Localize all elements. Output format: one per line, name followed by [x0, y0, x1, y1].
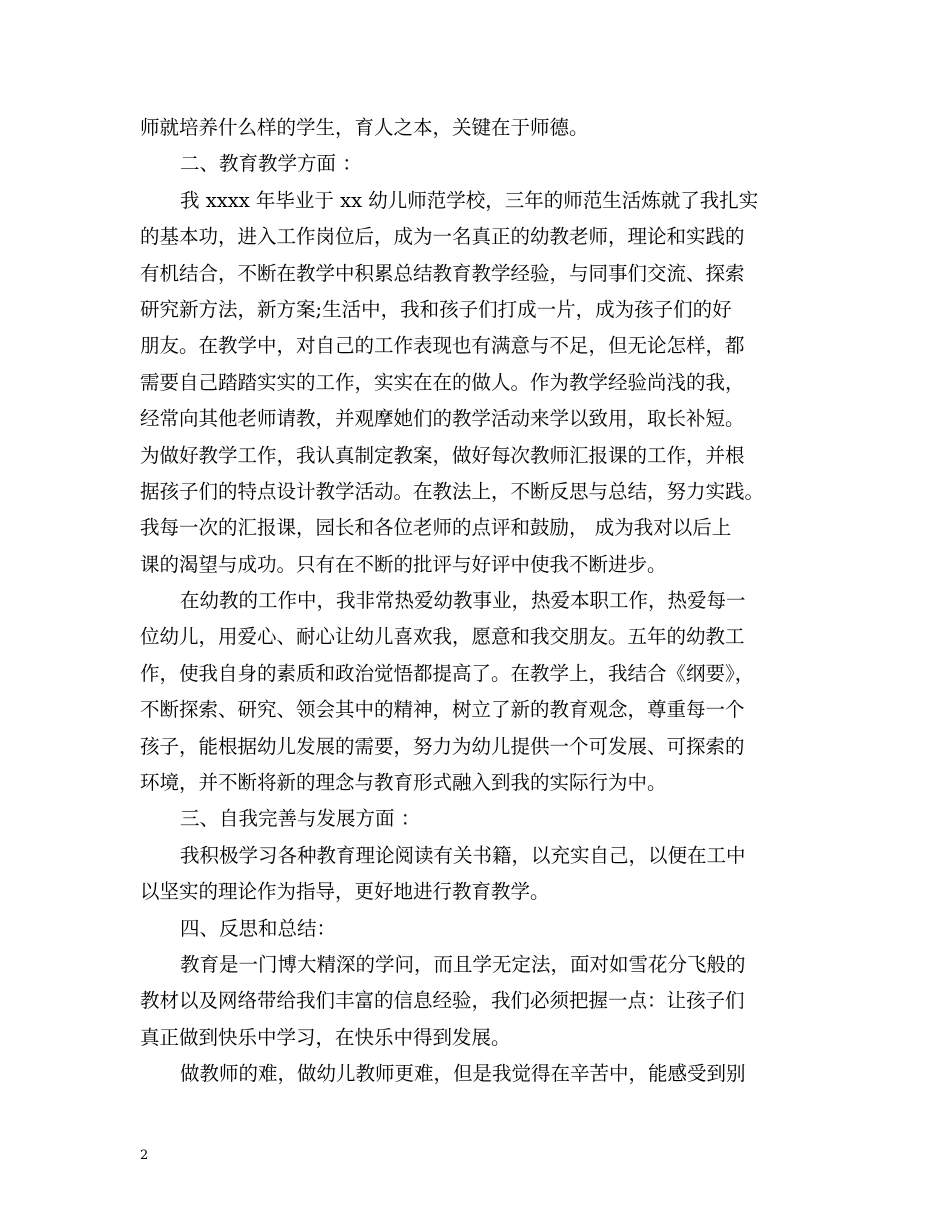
text-line: 在幼教的工作中，我非常热爱幼教事业，热爱本职工作，热爱每一 [180, 589, 746, 613]
text-line: 课的渴望与成功。只有在不断的批评与好评中使我不断进步。 [140, 552, 667, 576]
text-line: 四、反思和总结： [180, 916, 337, 940]
text-line: 作，使我自身的素质和政治觉悟都提高了。在教学上，我结合《纲要》， [140, 661, 755, 685]
text-line: 以坚实的理论作为指导，更好地进行教育教学。 [140, 880, 550, 904]
text-line: 师就培养什么样的学生，育人之本，关键在于师德。 [140, 116, 589, 139]
text-line: 不断探索、研究、领会其中的精神，树立了新的教育观念，尊重每一个 [140, 698, 745, 722]
text-line: 真正做到快乐中学习，在快乐中得到发展。 [140, 1025, 511, 1049]
text-line: 研究新方法，新方案;生活中，我和孩子们打成一片，成为孩子们的好 [140, 297, 732, 321]
text-line: 我 xxxx 年毕业于 xx 幼儿师范学校，三年的师范生活炼就了我扎实 [180, 188, 759, 212]
text-line: 据孩子们的特点设计教学活动。在教法上，不断反思与总结，努力实践。 [140, 479, 765, 503]
text-line: 教育是一门博大精深的学问，而且学无定法，面对如雪花分飞般的 [180, 952, 746, 976]
text-line: 二、教育教学方面 ： [180, 152, 362, 176]
text-line: 朋友。在教学中，对自己的工作表现也有满意与不足，但无论怎样，都 [140, 334, 745, 358]
text-line: 三、自我完善与发展方面 ： [180, 807, 421, 831]
text-line: 孩子，能根据幼儿发展的需要，努力为幼儿提供一个可发展、可探索的 [140, 734, 745, 758]
text-line: 需要自己踏踏实实的工作，实实在在的做人。作为教学经验尚浅的我， [140, 370, 745, 394]
text-line: 我积极学习各种教育理论阅读有关书籍，以充实自己，以便在工中 [180, 843, 746, 867]
text-line: 教材以及网络带给我们丰富的信息经验，我们必须把握一点：让孩子们 [140, 989, 745, 1013]
page-number: 2 [140, 1148, 149, 1163]
text-line: 做教师的难，做幼儿教师更难，但是我觉得在辛苦中，能感受到别 [180, 1062, 746, 1086]
text-line: 我每一次的汇报课，园长和各位老师的点评和鼓励， 成为我对以后上 [140, 516, 732, 540]
text-line: 为做好教学工作，我认真制定教案，做好每次教师汇报课的工作，并根 [140, 443, 745, 467]
text-line: 的基本功，进入工作岗位后，成为一名真正的幼教老师，理论和实践的 [140, 225, 745, 249]
body-text [140, 110, 830, 1093]
text-line: 有机结合，不断在教学中积累总结教育教学经验，与同事们交流、探索 [140, 261, 745, 285]
text-line: 位幼儿，用爱心、耐心让幼儿喜欢我，愿意和我交朋友。五年的幼教工 [140, 625, 745, 649]
text-line: 环境，并不断将新的理念与教育形式融入到我的实际行为中。 [140, 771, 667, 795]
text-line: 经常向其他老师请教，并观摩她们的教学活动来学以致用，取长补短。 [140, 407, 745, 431]
